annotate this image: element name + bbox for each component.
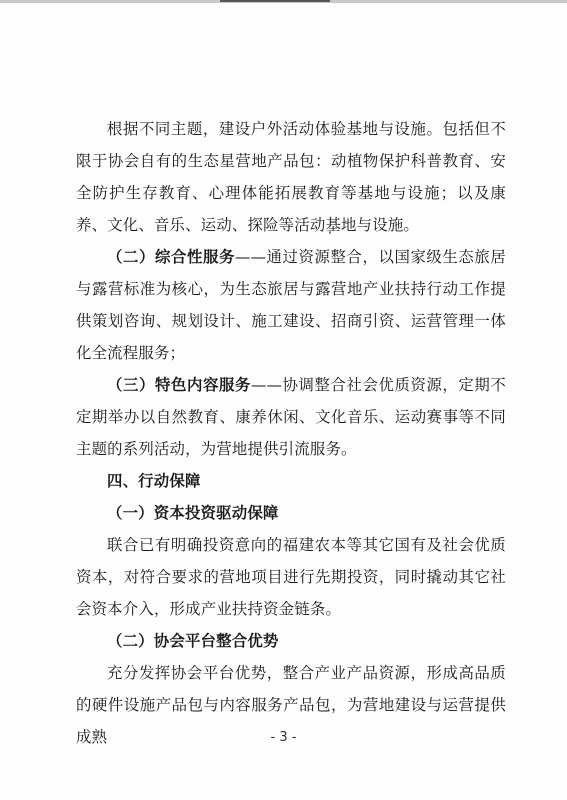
paragraph-platform-integration: 充分发挥协会平台优势，整合产业产品资源，形成高品质的硬件设施产品包与内容服务产品包，为营地建设与运营提供成熟	[76, 664, 506, 746]
paragraph-comprehensive-service	[76, 241, 506, 369]
subheading-capital-investment: （一）资本投资驱动保障	[107, 504, 279, 522]
paragraph-capital-investment: 联合已有明确投资意向的福建农本等其它国有及社会优质资本，对符合要求的营地项目进行先期投资，同时撬动其它社会资本介入，形成产业扶持资金链条。	[76, 536, 506, 618]
section-heading-action-guarantee: 四、行动保障	[107, 472, 201, 490]
page-number: - 3 -	[270, 730, 297, 745]
comprehensive-service-text: ——通过资源整合，以国家级生态旅居与露营标准为核心，为生态旅居与露营地产业扶持行动工作提供策划咨询、规划设计、施工建设、招商引资、运营管理一体化全流程服务；	[76, 248, 506, 362]
document-body	[76, 113, 506, 753]
scan-artifact	[220, 0, 330, 2]
paragraph-outdoor-facilities: 根据不同主题，建设户外活动体验基地与设施。包括但不限于协会自有的生态星营地产品包：动植物保护科普教育、安全防护生存教育、心理体能拓展教育等基地与设施；以及康养、文化、音乐、运动、探险等活动基地与设施。	[76, 120, 506, 234]
heading-featured-content: （三）特色内容服务	[107, 376, 251, 394]
heading-comprehensive-service: （二）综合性服务	[107, 248, 235, 266]
subheading-platform-integration: （二）协会平台整合优势	[107, 632, 279, 650]
paragraph-featured-content	[76, 369, 506, 465]
featured-content-text: ——协调整合社会优质资源，定期不定期举办以自然教育、康养休闲、文化音乐、运动赛事等不同主题的系列活动，为营地提供引流服务。	[76, 376, 506, 458]
